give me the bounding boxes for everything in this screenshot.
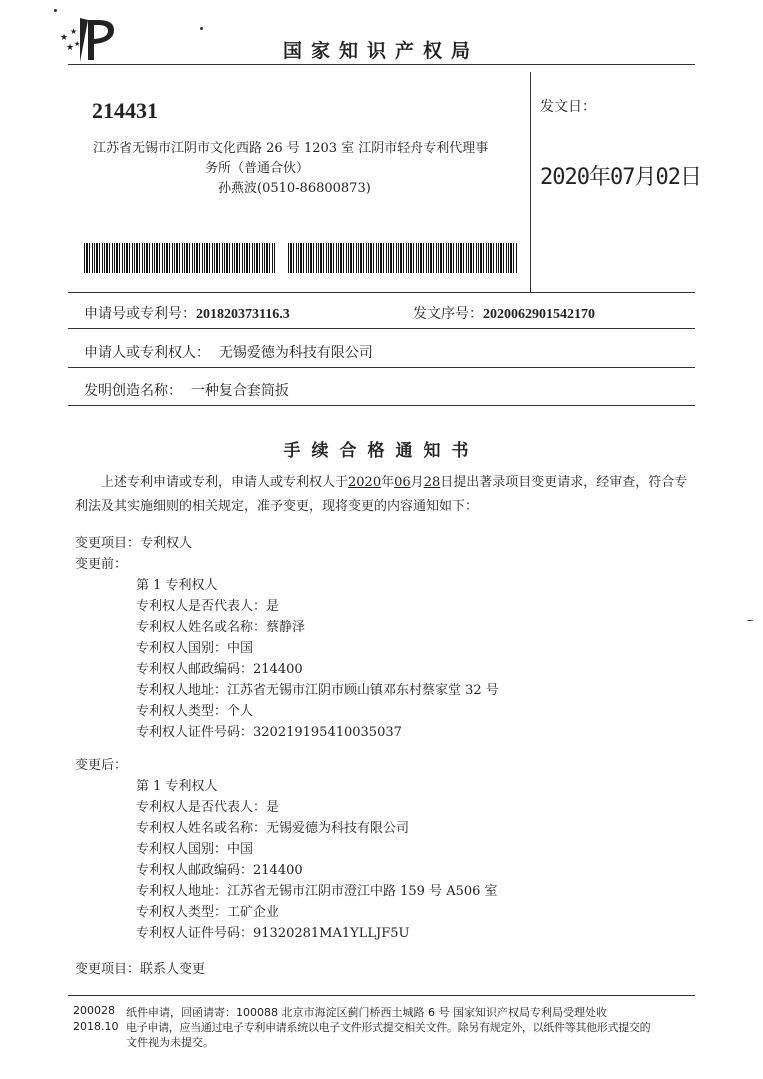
serial-number xyxy=(413,303,595,323)
footer-line: 文件视为未提交。 xyxy=(126,1036,214,1049)
after-line: 专利权人姓名或名称：无锡爱德为科技有限公司 xyxy=(136,821,410,836)
before-line: 专利权人地址：江苏省无锡市江阴市顾山镇邓东村蔡家堂 32 号 xyxy=(136,683,499,698)
scan-speck xyxy=(54,9,57,12)
application-number-label: 申请号或专利号： xyxy=(84,306,196,322)
after-line: 专利权人是否代表人：是 xyxy=(136,800,280,815)
after-line: 第 1 专利权人 xyxy=(136,779,218,794)
request-month: 06 xyxy=(394,475,411,490)
issue-date-value: 2020年07月02日 xyxy=(540,165,701,190)
svg-text:★: ★ xyxy=(60,33,69,43)
recipient-address-line2: 务所（普通合伙） xyxy=(205,161,310,176)
barcode-right xyxy=(288,243,518,273)
svg-text:★: ★ xyxy=(66,43,75,53)
intro-pre: 上述专利申请或专利，申请人或专利权人于 xyxy=(101,475,349,490)
footer-line: 纸件申请，回函请寄：100088 北京市海淀区蓟门桥西土城路 6 号 国家知识产权局专利局受理处收 xyxy=(126,1006,607,1019)
invention-value: 一种复合套筒扳 xyxy=(190,383,289,399)
request-year: 2020 xyxy=(348,475,382,490)
notice-intro xyxy=(75,471,695,519)
footer-rule xyxy=(68,995,695,996)
info-rule-top xyxy=(68,292,695,293)
after-line: 专利权人地址：江苏省无锡市江阴市澄江中路 159 号 A506 室 xyxy=(136,884,498,899)
cnipa-logo-icon xyxy=(58,14,128,66)
scan-speck xyxy=(200,27,203,30)
issue-date-label: 发文日： xyxy=(540,99,596,115)
form-code: 200028 xyxy=(73,1004,115,1017)
request-day: 28 xyxy=(423,475,441,490)
after-line: 专利权人类型：工矿企业 xyxy=(136,905,280,920)
before-line: 专利权人国别：中国 xyxy=(136,641,254,656)
form-date: 2018.10 xyxy=(73,1020,119,1033)
after-line: 专利权人国别：中国 xyxy=(136,842,254,857)
recipient-contact: 孙燕波(0510-86800873) xyxy=(218,181,371,196)
header-rule xyxy=(68,64,695,65)
before-line: 第 1 专利权人 xyxy=(136,578,218,593)
invention-label: 发明创造名称： xyxy=(84,383,182,399)
year-unit: 年 xyxy=(381,475,395,490)
month-unit: 月 xyxy=(410,475,424,490)
intro-post: 日提出著录项目变更请求，经审查，符合专利法及其实施细则的相关规定，准予变更，现将变更的内容通知如下： xyxy=(75,475,688,514)
invention-name xyxy=(84,380,289,400)
change-item-contact: 变更项目：联系人变更 xyxy=(75,962,206,977)
before-line: 专利权人证件号码：320219195410035037 xyxy=(136,725,402,740)
before-line: 专利权人姓名或名称：蔡静泽 xyxy=(136,620,306,635)
postal-code: 214431 xyxy=(92,98,158,123)
footer-line: 电子申请，应当通过电子专利申请系统以电子文件形式提交相关文件。除另有规定外，以纸件等其他形式提交的 xyxy=(126,1021,651,1034)
recipient-address-line1: 江苏省无锡市江阴市文化西路 26 号 1203 室 江阴市轻舟专利代理事 xyxy=(93,141,489,156)
barcode-left xyxy=(84,243,276,273)
applicant-label: 申请人或专利权人： xyxy=(84,345,210,361)
applicant xyxy=(84,342,373,362)
before-line: 专利权人邮政编码：214400 xyxy=(136,662,303,677)
svg-text:★: ★ xyxy=(70,27,78,36)
scan-speck xyxy=(747,620,753,621)
info-rule-bottom xyxy=(68,405,695,406)
application-number-value: 201820373116.3 xyxy=(196,307,290,322)
change-item-patentee: 变更项目：专利权人 xyxy=(75,536,193,551)
info-rule xyxy=(68,328,695,329)
after-line: 专利权人邮政编码：214400 xyxy=(136,863,303,878)
before-line: 专利权人类型：个人 xyxy=(136,704,254,719)
before-label: 变更前： xyxy=(75,557,128,572)
office-name: 国家知识产权局 xyxy=(283,40,480,62)
svg-text:★: ★ xyxy=(74,40,81,48)
after-line: 专利权人证件号码：91320281MA1YLLJF5U xyxy=(136,926,410,941)
after-label: 变更后： xyxy=(75,758,128,773)
info-rule xyxy=(68,367,695,368)
serial-number-value: 2020062901542170 xyxy=(483,307,595,322)
notice-title: 手续合格通知书 xyxy=(283,441,480,461)
serial-number-label: 发文序号： xyxy=(413,306,483,322)
applicant-value: 无锡爱德为科技有限公司 xyxy=(218,345,373,361)
date-divider xyxy=(530,72,531,292)
before-line: 专利权人是否代表人：是 xyxy=(136,599,280,614)
application-number xyxy=(84,303,290,323)
